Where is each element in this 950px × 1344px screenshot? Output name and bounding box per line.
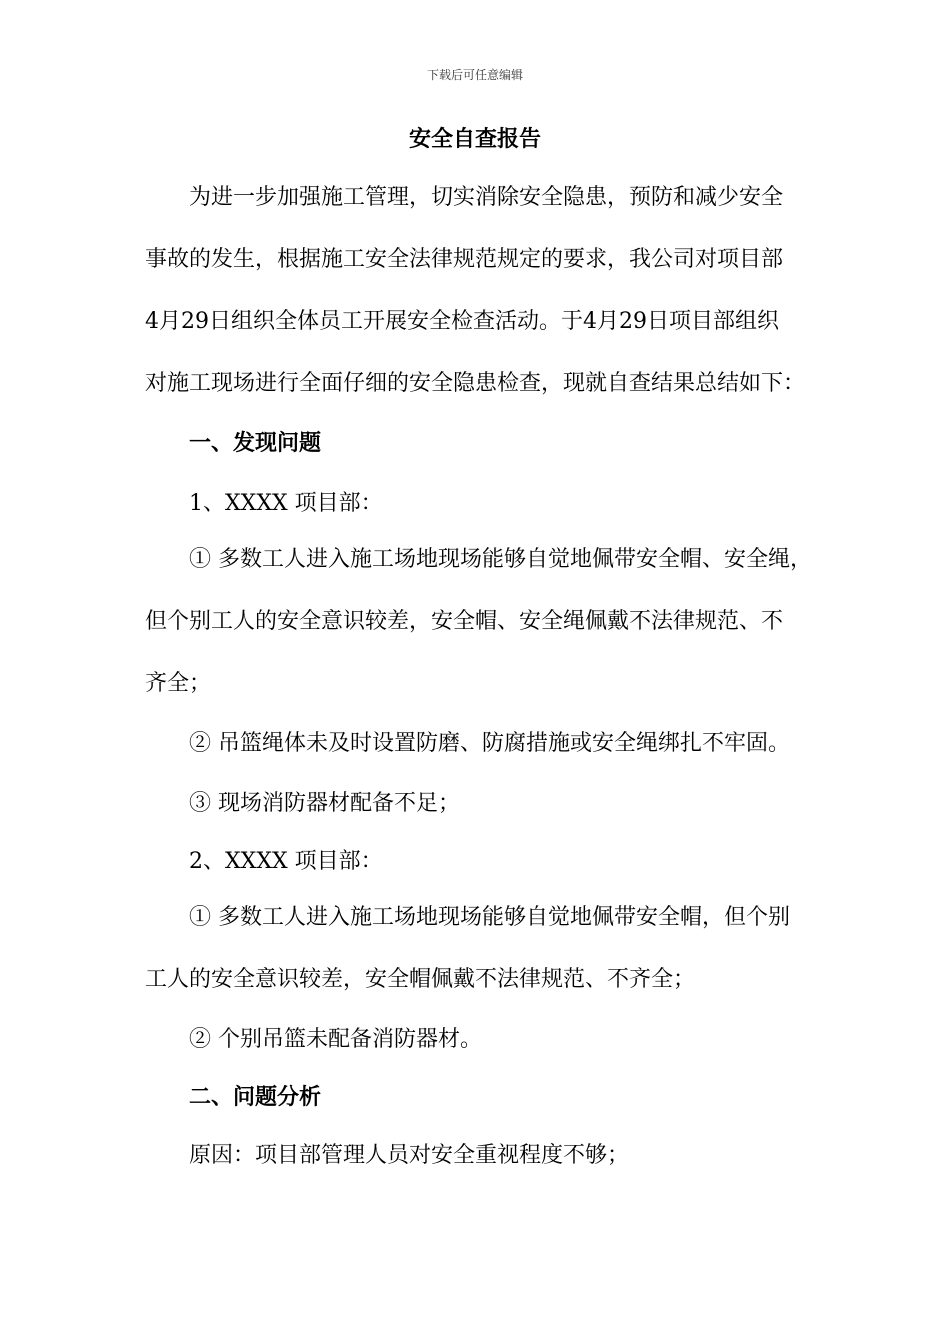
- section-heading-findings: 一、发现问题: [189, 431, 322, 456]
- finding-item-line: 工人的安全意识较差，安全帽佩戴不法律规范、不齐全；: [145, 967, 696, 992]
- finding-item-line: ① 多数工人进入施工场地现场能够自觉地佩带安全帽、安全绳，: [189, 547, 812, 572]
- intro-line: 为进一步加强施工管理，切实消除安全隐患，预防和减少安全: [189, 185, 784, 210]
- project-label: 1、XXXX 项目部：: [189, 491, 383, 516]
- finding-item-line: 但个别工人的安全意识较差，安全帽、安全绳佩戴不法律规范、不: [145, 609, 784, 634]
- finding-item: ② 个别吊篮未配备消防器材。: [189, 1027, 482, 1052]
- project-label: 2、XXXX 项目部：: [189, 849, 383, 874]
- section-heading-analysis: 二、问题分析: [189, 1085, 322, 1110]
- page-title: 安全自查报告: [408, 127, 541, 152]
- finding-item-line: ① 多数工人进入施工场地现场能够自觉地佩带安全帽，但个别: [189, 905, 790, 930]
- header-note: 下载后可任意编辑: [426, 68, 523, 82]
- finding-item: ③ 现场消防器材配备不足；: [189, 791, 460, 816]
- finding-item: ② 吊篮绳体未及时设置防磨、防腐措施或安全绳绑扎不牢固。: [189, 731, 790, 756]
- intro-line: 对施工现场进行全面仔细的安全隐患检查，现就自查结果总结如下：: [145, 371, 806, 396]
- cause-text: 原因：项目部管理人员对安全重视程度不够；: [189, 1143, 630, 1168]
- finding-item-line: 齐全；: [145, 671, 212, 696]
- intro-line: 事故的发生，根据施工安全法律规范规定的要求，我公司对项目部: [145, 247, 784, 272]
- intro-line: 4月29日组织全体员工开展安全检查活动。于4月29日项目部组织: [145, 309, 779, 334]
